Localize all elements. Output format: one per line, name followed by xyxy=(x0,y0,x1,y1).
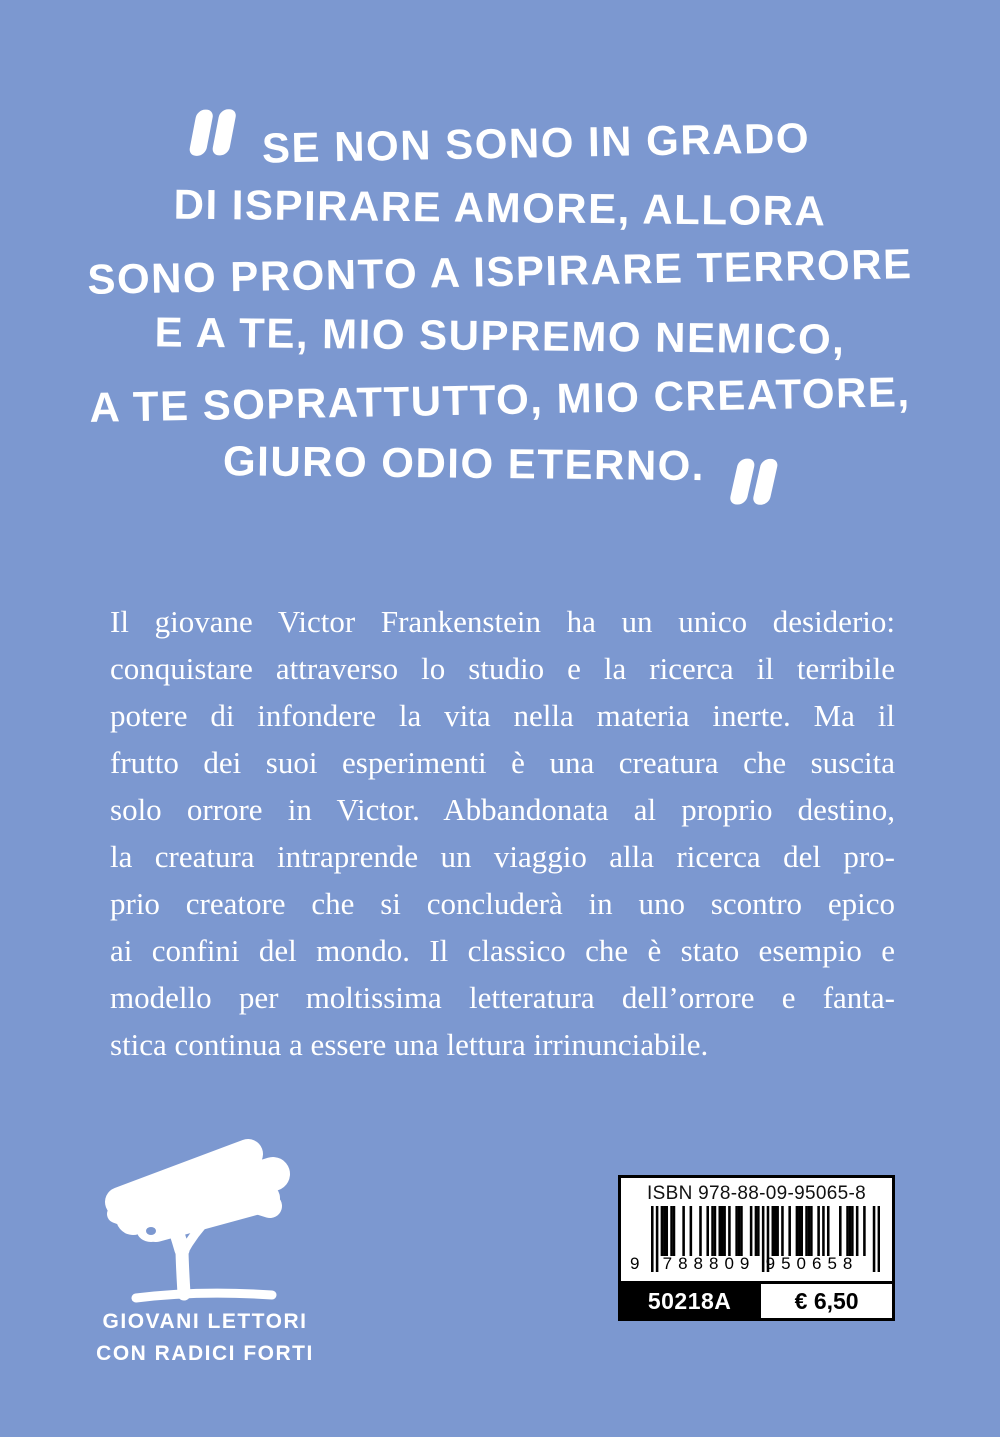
synopsis-line: conquistare attraverso lo studio e la ricerca il terribile xyxy=(110,651,895,686)
synopsis-line: la creatura intraprende un viaggio alla ricerca del pro- xyxy=(110,839,895,874)
isbn-label: ISBN 978-88-09-95065-8 xyxy=(647,1183,866,1204)
quote-line-text: DI ISPIRARE AMORE, ALLORA xyxy=(173,180,827,235)
synopsis-line: ai confini del mondo. Il classico che è stato esempio e xyxy=(110,933,895,968)
open-quote-icon xyxy=(189,109,236,174)
ean13-barcode xyxy=(621,1206,892,1276)
quote-line-text: SONO PRONTO A ISPIRARE TERRORE xyxy=(87,240,913,303)
synopsis-line: modello per moltissima letteratura dell’orrore e fanta- xyxy=(110,980,895,1015)
synopsis-line: potere di infondere la vita nella materia inerte. Ma il xyxy=(110,698,895,733)
ean-right-digits: 950658 xyxy=(765,1254,859,1273)
publisher-logo xyxy=(88,1136,322,1368)
price-label: € 6,50 xyxy=(758,1284,892,1318)
quote-block xyxy=(0,112,1000,496)
quote-line-text: E A TE, MIO SUPREMO NEMICO, xyxy=(154,308,846,363)
quote-line xyxy=(0,427,1000,501)
price-row xyxy=(621,1281,892,1318)
quote-line-text: SE NON SONO IN GRADO xyxy=(261,114,811,172)
synopsis-line: Il giovane Victor Frankenstein ha un unico desiderio: xyxy=(110,604,895,639)
synopsis-line: solo orrore in Victor. Abbandonata al proprio destino, xyxy=(110,792,895,827)
synopsis-line: frutto dei suoi esperimenti è una creatura che suscita xyxy=(110,745,895,780)
quote-line-text: A TE SOPRATTUTTO, MIO CREATORE, xyxy=(89,368,911,431)
logo-text-line1: GIOVANI LETTORI xyxy=(102,1310,308,1333)
synopsis-line: stica continua a essere una lettura irrinunciabile. xyxy=(110,1027,709,1062)
synopsis-line: prio creatore che si concluderà in uno scontro epico xyxy=(110,886,895,921)
quote-line-text: GIURO ODIO ETERNO. xyxy=(222,437,706,490)
edition-code: 50218A xyxy=(621,1284,758,1318)
barcode-box xyxy=(618,1175,895,1321)
tree-icon xyxy=(88,1136,322,1304)
ean-first-digit: 9 xyxy=(630,1254,640,1273)
close-quote-icon xyxy=(730,458,777,522)
synopsis-text xyxy=(110,598,895,1068)
logo-text-line2: CON RADICI FORTI xyxy=(96,1342,314,1365)
ean-left-digits: 788809 xyxy=(662,1254,756,1273)
